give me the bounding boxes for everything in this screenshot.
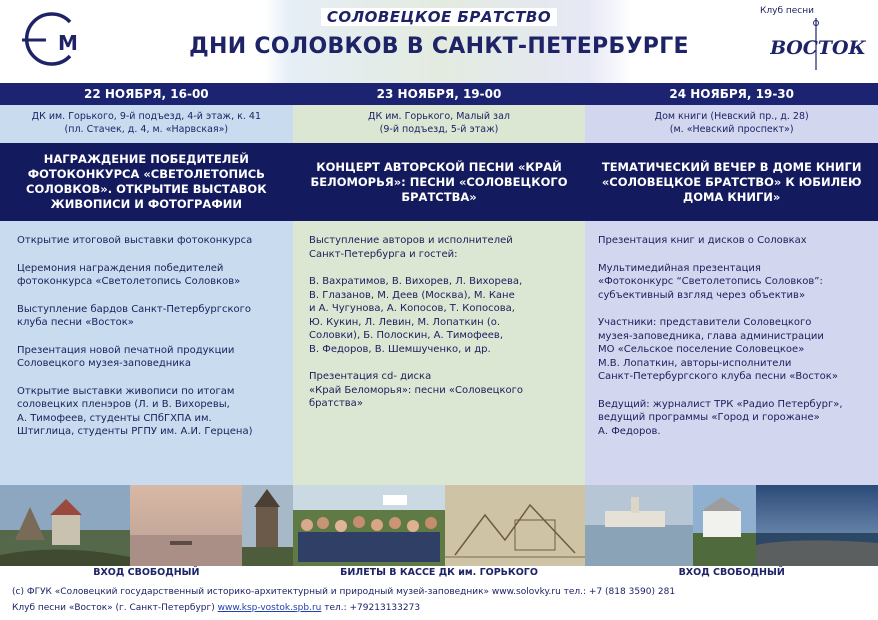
program-item: Ведущий: журналист ТРК «Радио Петербург», ведущий программы «Город и горожане» А. Федоров. <box>598 398 843 437</box>
club-label: Клуб песни <box>760 6 814 16</box>
event-heading-2: КОНЦЕРТ АВТОРСКОЙ ПЕСНИ «КРАЙ БЕЛОМОРЬЯ»: ПЕСНИ «СОЛОВЕЦКОГО БРАТСТВА» <box>310 159 568 204</box>
venue-line: (пл. Стачек, д. 4, м. «Нарвская») <box>64 124 229 135</box>
footer-club-line <box>12 603 420 613</box>
photo-strip <box>0 485 878 566</box>
admission-bar <box>0 566 878 579</box>
event-heading-3: ТЕМАТИЧЕСКИЙ ВЕЧЕР В ДОМЕ КНИГИ «СОЛОВЕЦКОЕ БРАТСТВО» К ЮБИЛЕЮ ДОМА КНИГИ» <box>601 159 862 204</box>
venue-line: (м. «Невский проспект») <box>669 124 794 135</box>
club-website-link[interactable]: www.ksp-vostok.spb.ru <box>217 603 322 613</box>
venue-day-2 <box>293 105 586 143</box>
page-title: ДНИ СОЛОВКОВ В САНКТ-ПЕТЕРБУРГЕ <box>189 34 689 59</box>
admission-day-1: ВХОД СВОБОДНЫЙ <box>93 567 200 578</box>
footer <box>0 579 878 620</box>
date-day-3: 24 НОЯБРЯ, 19-30 <box>669 87 795 101</box>
footer-club-text: Клуб песни «Восток» (г. Санкт-Петербург) <box>12 603 215 613</box>
dates-bar <box>0 83 878 105</box>
program-item: Открытие итоговой выставки фотоконкурса <box>17 235 253 246</box>
brand-text: СОЛОВЕЦКОЕ БРАТСТВО <box>321 8 557 26</box>
photo-sketch <box>445 485 585 566</box>
program-item: Выступление авторов и исполнителей Санкт-Петербурга и гостей: <box>309 235 513 260</box>
photo-white-houses <box>693 485 756 566</box>
vostok-logo-text: ВОСТОК <box>770 37 866 59</box>
photo-monastery-lake <box>585 485 693 566</box>
venue-line: (9-й подъезд, 5-й этаж) <box>379 124 499 135</box>
program-item: Церемония награждения победителей фотоконкурса «Светолетопись Соловков» <box>17 262 241 287</box>
program-item: В. Вахратимов, В. Вихорев, Л. Вихорева, В. Глазанов, М. Деев (Москва), М. Кане и А. Чугунова, А. Копосов, Т. Копосова, Ю. Кукин, Л. Левин, М. Лопаткин (о. Соловки), Б. Полоскин, А. Тимофеев, В. Федоров, В. Шемшученко, и др. <box>309 276 523 355</box>
date-day-1: 22 НОЯБРЯ, 16-00 <box>84 87 209 101</box>
venue-day-1 <box>0 105 293 143</box>
program-day-1 <box>17 234 287 453</box>
admission-day-2: БИЛЕТЫ В КАССЕ ДК им. ГОРЬКОГО <box>340 567 538 578</box>
venues-row <box>0 105 878 143</box>
photo-painting-monastery <box>0 485 130 566</box>
program-item: Открытие выставки живописи по итогам соловецких пленэров (Л. и В. Вихоревы, А. Тимофеев, студенты СПбГХПА им. Штиглица, студенты РГПУ им. А.И. Герцена) <box>17 385 253 437</box>
photo-misty-sea <box>130 485 242 566</box>
event-heading-1: НАГРАЖДЕНИЕ ПОБЕДИТЕЛЕЙ ФОТОКОНКУРСА «СВЕТОЛЕТОПИСЬ СОЛОВКОВ». ОТКРЫТИЕ ВЫСТАВОК ЖИВОПИСИ И ФОТОГРАФИИ <box>26 152 267 211</box>
photo-group <box>293 485 445 566</box>
program-item: Выступление бардов Санкт-Петербургского клуба песни «Восток» <box>17 303 252 328</box>
venue-day-3 <box>585 105 878 143</box>
venue-line: Дом книги (Невский пр., д. 28) <box>654 111 809 122</box>
program-item: Участники: представители Соловецкого музея-заповедника, глава администрации МО «Сельское поселение Соловецкое» М.В. Лопаткин, авторы-исполнители Санкт-Петербургского клуба песни «Восток» <box>598 317 838 382</box>
program-item: Презентация новой печатной продукции Соловецкого музея-заповедника <box>17 344 235 369</box>
photo-stone-shore <box>756 485 878 566</box>
photo-church <box>242 485 293 566</box>
footer-club-phone: тел.: +79213133273 <box>324 603 421 613</box>
admission-day-3: ВХОД СВОБОДНЫЙ <box>678 567 785 578</box>
museum-logo-letter: M <box>58 31 78 55</box>
program-item: Мультимедийная презентация «Фотоконкурс “Светолетопись Соловков”: субъективный взгляд через объектив» <box>598 262 823 301</box>
event-headings-bar <box>0 143 878 221</box>
program-day-3 <box>598 234 868 452</box>
vostok-logo <box>770 18 866 70</box>
program-item: Презентация cd- диска «Край Беломорья»: песни «Соловецкого братства» <box>309 371 523 409</box>
footer-museum-line: (с) ФГУК «Соловецкий государственный историко-архитектурный и природный музей-заповедник» www.solovky.ru тел.: +7 (818 3590) 281 <box>12 587 676 597</box>
brand-line <box>0 8 878 26</box>
venue-line: ДК им. Горького, Малый зал <box>368 111 510 122</box>
date-day-2: 23 НОЯБРЯ, 19-00 <box>376 87 502 101</box>
program-day-2 <box>309 234 575 425</box>
venue-line: ДК им. Горького, 9-й подъезд, 4-й этаж, к. 41 <box>31 111 262 122</box>
program-item: Презентация книг и дисков о Соловках <box>598 235 807 246</box>
